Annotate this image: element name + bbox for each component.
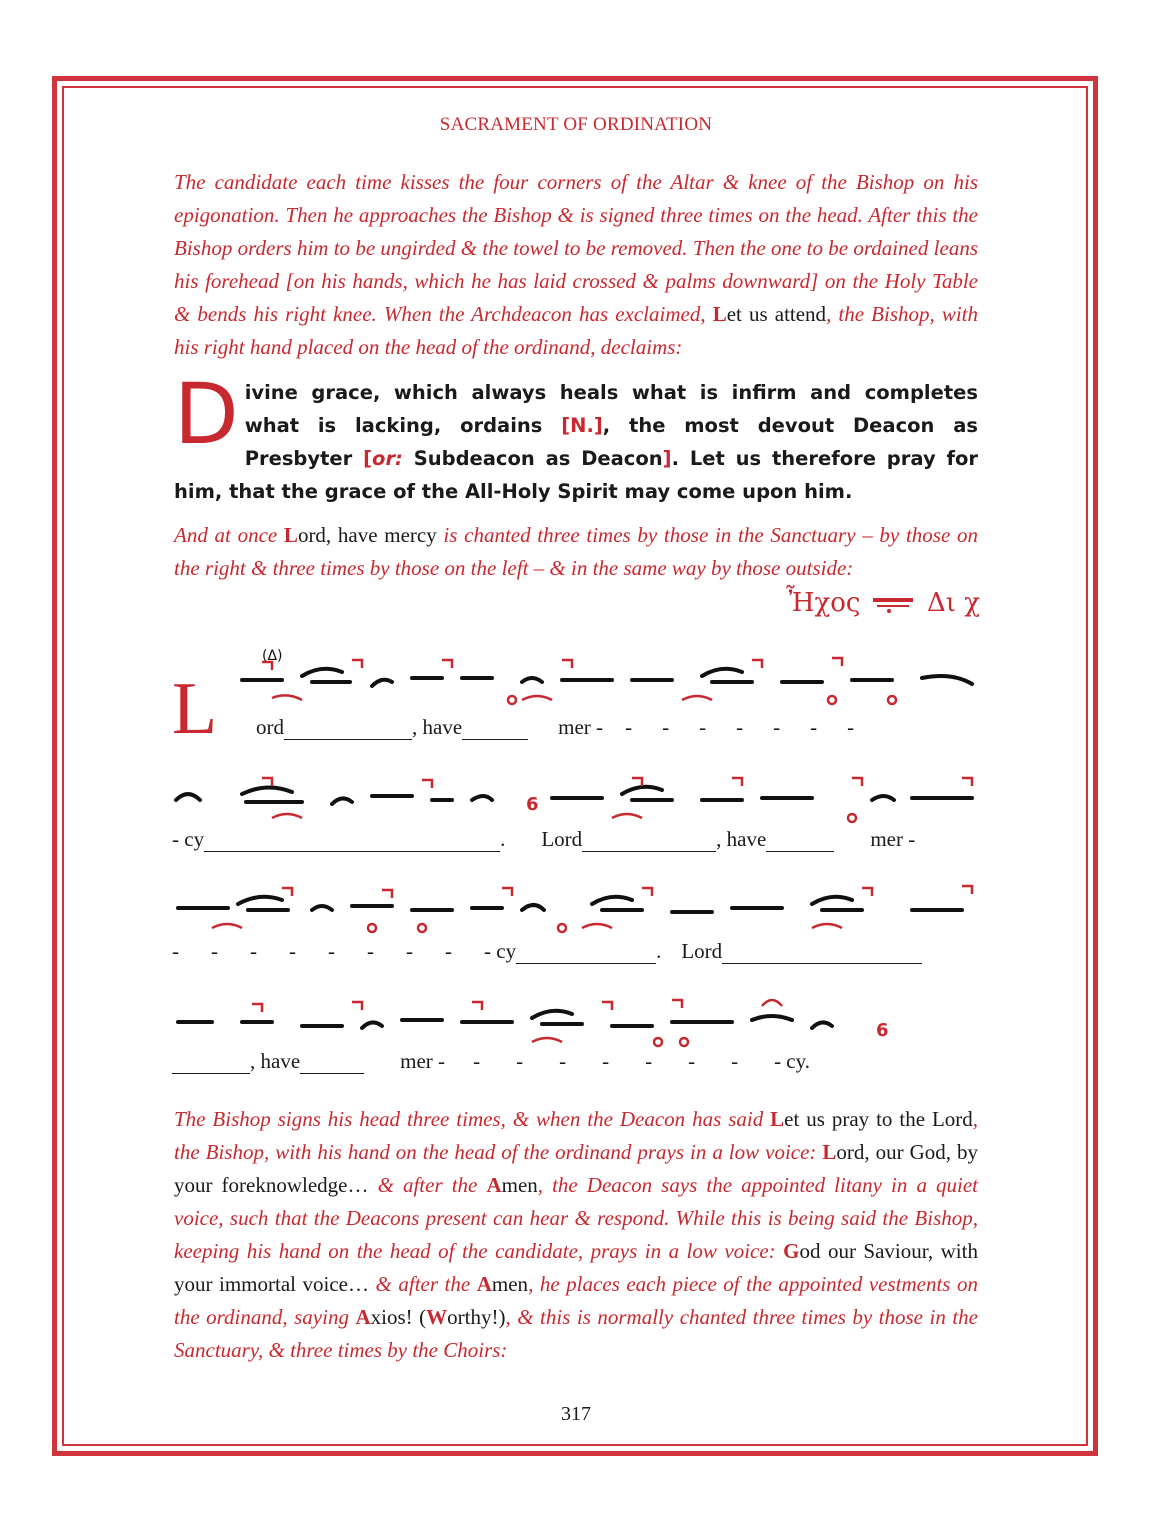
lyric-syllable: , have <box>412 715 463 739</box>
svg-text:6: 6 <box>876 1020 889 1041</box>
lyric-syllable: - <box>406 939 413 963</box>
lyric-syllable: - cy <box>172 827 205 851</box>
lyric-syllable: - <box>602 1049 610 1073</box>
melisma-line <box>766 833 834 852</box>
lyric-syllable: - <box>736 715 744 739</box>
cue-text: orthy!) <box>447 1305 506 1329</box>
melisma-line <box>462 721 528 740</box>
lyric-syllable: - cy <box>484 939 517 963</box>
lyric-line-2 <box>172 824 982 852</box>
cue-initial: A <box>486 1173 502 1197</box>
lyric-syllable: . <box>656 939 662 963</box>
lyric-syllable: - <box>688 1049 696 1073</box>
bracket-open: [ <box>363 447 373 470</box>
lyric-syllable: - cy. <box>774 1049 811 1073</box>
melisma-line <box>300 1055 364 1074</box>
lyric-syllable: - <box>516 1049 524 1073</box>
rubric-paragraph-1 <box>174 166 978 364</box>
lyric-syllable: mer - <box>558 715 604 739</box>
neume-line-2 <box>172 766 982 826</box>
cue-text: men <box>501 1173 538 1197</box>
cue-text: od our Saviour, with your immortal voice… <box>174 1239 978 1296</box>
lyric-syllable: , have <box>250 1049 301 1073</box>
cue-initial: L <box>770 1107 785 1131</box>
rubric-text: , the Deacon says the appointed litany in a quiet voice, such that the Deacons present can hear & respond. While this is being said the Bishop, keeping his hand on the head of the candidate, prays in a low voice: <box>174 1173 979 1263</box>
cue-initial: L <box>822 1140 837 1164</box>
lyric-syllable: - <box>473 1049 481 1073</box>
cue-initial: G <box>783 1239 800 1263</box>
lyric-syllable: - <box>773 715 781 739</box>
cue-initial: A <box>476 1272 492 1296</box>
cue-initial: L <box>283 523 298 547</box>
lyric-syllable: - <box>367 939 374 963</box>
rubric-paragraph-3 <box>174 1103 978 1367</box>
echos-signature <box>780 588 980 618</box>
lyric-line-1 <box>256 712 980 740</box>
rubric-lead: And at once <box>174 523 284 547</box>
mode-sign-icon <box>869 592 919 616</box>
rubric-text: & after the <box>369 1272 477 1296</box>
echos-label: Ἦχος <box>785 588 861 618</box>
rubric-tail: is chanted three times by those in the Sanctuary – by those on the right & three times by those on the left – & in the same way by those outside: <box>174 523 978 580</box>
page-number: 317 <box>561 1403 591 1425</box>
neume-line-4 <box>172 990 982 1050</box>
lyric-syllable: - <box>172 939 179 963</box>
lyric-syllable: - <box>699 715 707 739</box>
lyric-syllable: ord <box>256 715 284 739</box>
chant-initial: L <box>172 668 218 750</box>
or-marker: or: <box>372 447 403 470</box>
lyric-syllable: - <box>328 939 335 963</box>
lyric-syllable: Lord <box>541 827 583 851</box>
cue-initial: L <box>712 302 727 326</box>
lyric-line-4 <box>172 1046 982 1074</box>
melisma-line <box>284 721 412 740</box>
bracket-close: ] <box>662 447 672 470</box>
melisma-line <box>722 945 922 964</box>
rubric-text: & after the <box>368 1173 487 1197</box>
lyric-syllable: mer - <box>400 1049 446 1073</box>
cue-initial: W <box>426 1305 448 1329</box>
svg-text:6: 6 <box>526 794 539 815</box>
lyric-syllable: Lord <box>681 939 723 963</box>
lyric-syllable: - <box>211 939 218 963</box>
ordination-prayer <box>174 365 978 508</box>
lyric-syllable: . <box>500 827 506 851</box>
lyric-syllable: - <box>625 715 633 739</box>
lyric-line-3 <box>172 936 982 964</box>
rubric-text: , & this is normally chanted three times by those in the Sanctuary, & three times by the Choirs: <box>174 1305 978 1362</box>
prayer-part-3: Subdeacon as Deacon <box>402 447 663 470</box>
prayer-part-2: , the most devout Deacon as Presbyter <box>244 414 978 470</box>
cue-text: ord, our God, by your foreknowledge… <box>174 1140 979 1197</box>
rubric-text: , he places each piece of the appointed vestments on the ordinand, saying <box>174 1272 979 1329</box>
lyric-syllable: - <box>445 939 452 963</box>
lyric-syllable: , have <box>716 827 767 851</box>
lyric-syllable: - <box>731 1049 739 1073</box>
echos-mode: Δι χ <box>927 588 980 618</box>
neume-line-3 <box>172 876 982 936</box>
lyric-syllable: - <box>250 939 257 963</box>
lyric-syllable: mer - <box>870 827 916 851</box>
rubric-text: The candidate each time kisses the four corners of the Altar & knee of the Bishop on his epigonation. Then he approaches the Bishop & is signed three times on the head. After this the Bishop orders him to be ungirded & the towel to be removed. Then the one to be ordained leans his forehead [on his hands, which he has laid crossed & palms downward] on the Holy Table & bends his right knee. When the Archdeacon has exclaimed, <box>174 170 978 326</box>
lyric-syllable: - <box>289 939 296 963</box>
cue-text: xios! ( <box>370 1305 427 1329</box>
cue-text: et us pray to the Lord <box>784 1107 973 1131</box>
lyric-syllable: - <box>662 715 670 739</box>
cue-text: ord, have mercy <box>297 523 437 547</box>
melisma-line <box>172 1055 250 1074</box>
svg-text:(Δ): (Δ) <box>262 648 283 664</box>
cue-text: et us attend <box>726 302 827 326</box>
cue-text: men <box>491 1272 529 1296</box>
drop-cap: D <box>174 365 239 463</box>
name-placeholder: [N.] <box>561 414 603 437</box>
melisma-line <box>582 833 716 852</box>
prayer-part-4: . Let us therefore pray for him, that the grace of the All-Holy Spirit may come upon him. <box>174 447 978 503</box>
lyric-syllable: - <box>645 1049 653 1073</box>
melisma-line <box>204 833 500 852</box>
cue-initial: A <box>355 1305 371 1329</box>
running-header: SACRAMENT OF ORDINATION <box>439 114 713 135</box>
rubric-paragraph-2 <box>174 519 978 585</box>
lyric-syllable: - <box>847 715 855 739</box>
prayer-part-1: ivine grace, which always heals what is infirm and completes what is lacking, ordains <box>244 381 978 437</box>
neume-line-1 <box>232 648 982 708</box>
lyric-syllable: - <box>559 1049 567 1073</box>
rubric-text: , the Bishop, with his hand on the head of the ordinand prays in a low voice: <box>174 1107 979 1164</box>
melisma-line <box>516 945 656 964</box>
lyric-syllable: - <box>810 715 818 739</box>
rubric-tail: , the Bishop, with his right hand placed on the head of the ordinand, declaims: <box>174 302 979 359</box>
rubric-text: The Bishop signs his head three times, & when the Deacon has said <box>174 1107 771 1131</box>
